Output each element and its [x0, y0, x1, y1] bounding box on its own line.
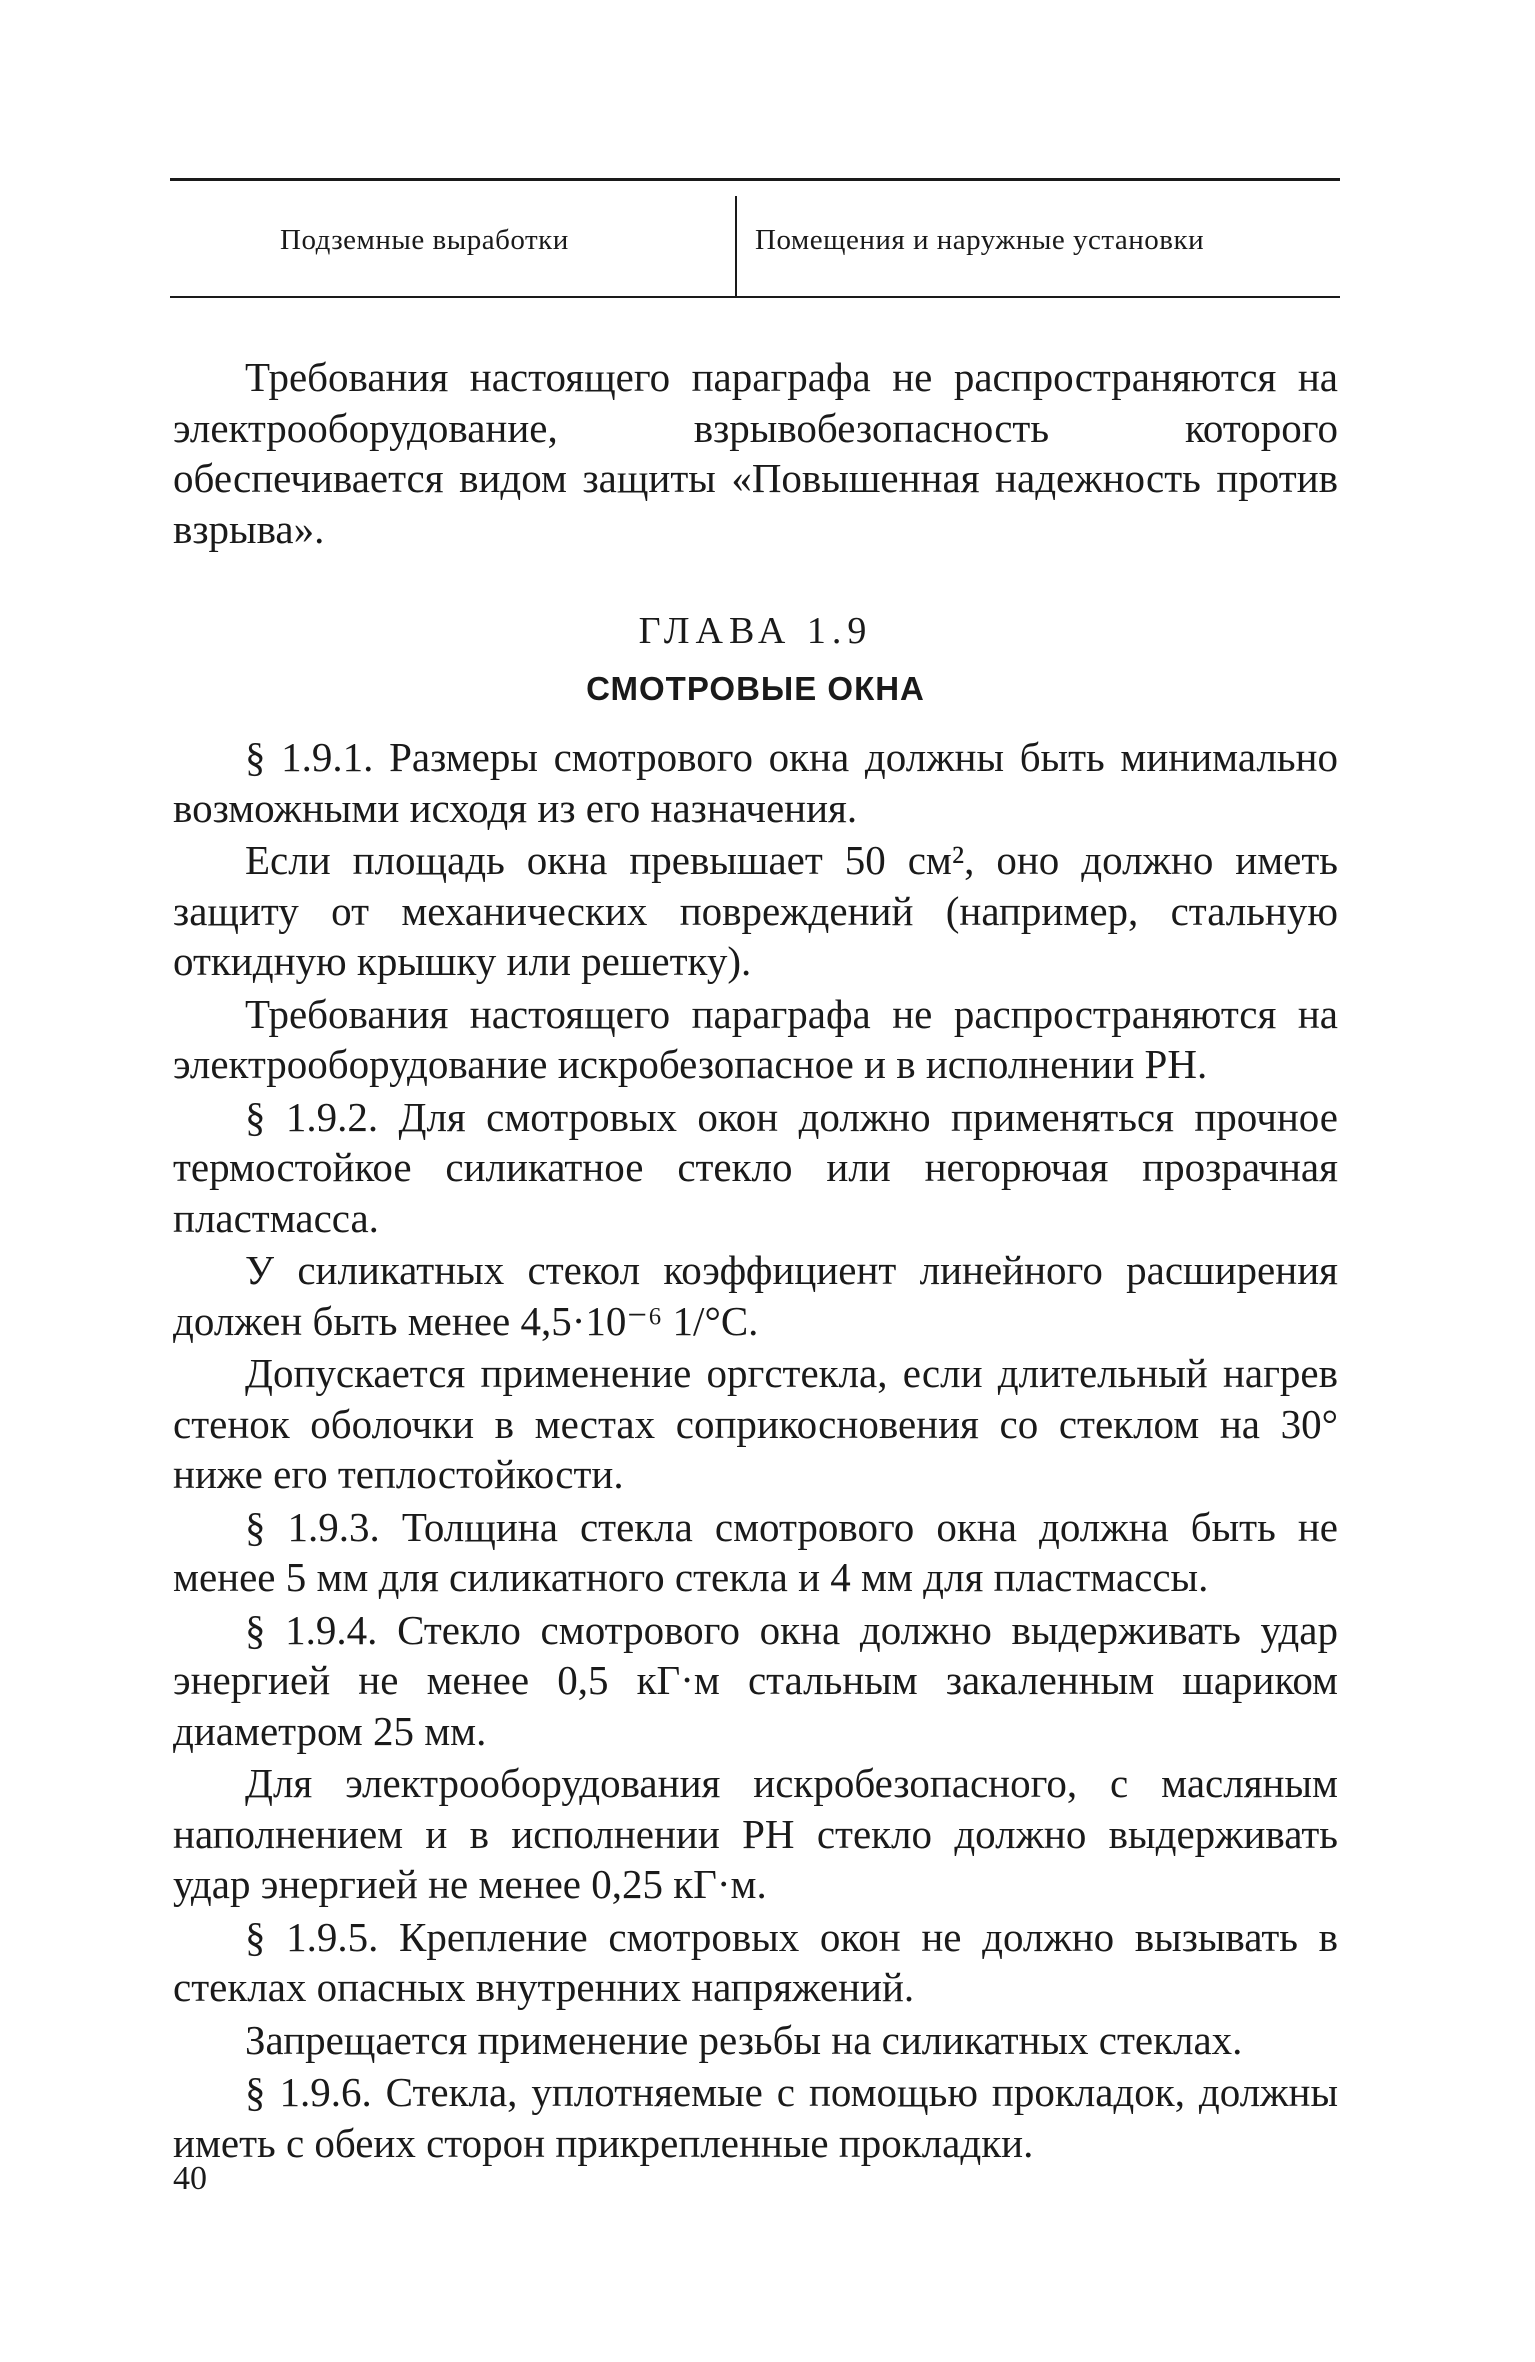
paragraph-exemptions: Требования настоящего параграфа не распространяются на электрооборудование искробезопасное и в исполнении РН.: [173, 990, 1338, 1087]
page-number: 40: [173, 2160, 207, 2197]
header-top-rule: [170, 178, 1340, 181]
header-column-divider: [735, 196, 737, 296]
header-left-cell: Подземные выработки: [280, 224, 569, 256]
paragraph-orgglass: Допускается применение оргстекла, если длительный нагрев стенок оболочки в местах соприкосновения со стеклом на 30° ниже его теплостойкости.: [173, 1350, 1338, 1497]
paragraph-1-9-2: § 1.9.2. Для смотровых окон должно применяться прочное термостойкое силикатное стекло или негорючая прозрачная пластмасса.: [173, 1093, 1338, 1241]
paragraph-thread-prohibition: Запрещается применение резьбы на силикатных стеклах.: [245, 2016, 1243, 2063]
running-header: [170, 178, 1340, 298]
intro-paragraph: Требования настоящего параграфа не распространяются на электрооборудование, взрывобезопасность которого обеспечивается видом защиты «Повышенная надежность против взрыва».: [173, 354, 1338, 552]
paragraph-impact-energy: Для электрооборудования искробезопасного, с масляным наполнением и в исполнении РН стекло должно выдерживать удар энергией не менее 0,25 кГ·м.: [173, 1760, 1338, 1907]
chapter-label: ГЛАВА 1.9: [638, 610, 873, 652]
paragraph-window-area: Если площадь окна превышает 50 см², оно должно иметь защиту от механических повреждений (например, стальную откидную крышку или решетку).: [173, 837, 1338, 984]
paragraph-1-9-6: § 1.9.6. Стекла, уплотняемые с помощью прокладок, должны иметь с обеих сторон прикрепленные прокладки.: [173, 2069, 1338, 2166]
header-right-cell: Помещения и наружные установки: [755, 224, 1205, 256]
chapter-title: СМОТРОВЫЕ ОКНА: [586, 670, 925, 707]
paragraph-1-9-4: § 1.9.4. Стекло смотрового окна должно выдерживать удар энергией не менее 0,5 кГ·м стальным закаленным шариком диаметром 25 мм.: [173, 1606, 1338, 1754]
paragraph-1-9-5: § 1.9.5. Крепление смотровых окон не должно вызывать в стеклах опасных внутренних напряжений.: [173, 1913, 1338, 2010]
paragraph-expansion-coefficient: У силикатных стекол коэффициент линейного расширения должен быть менее 4,5·10⁻⁶ 1/°С.: [173, 1247, 1338, 1344]
header-bottom-rule: [170, 296, 1340, 298]
paragraph-1-9-1: § 1.9.1. Размеры смотрового окна должны быть минимально возможными исходя из его назначения.: [173, 734, 1338, 831]
page-content: [173, 352, 1338, 2168]
paragraph-1-9-3: § 1.9.3. Толщина стекла смотрового окна должна быть не менее 5 мм для силикатного стекла и 4 мм для пластмассы.: [173, 1503, 1338, 1600]
